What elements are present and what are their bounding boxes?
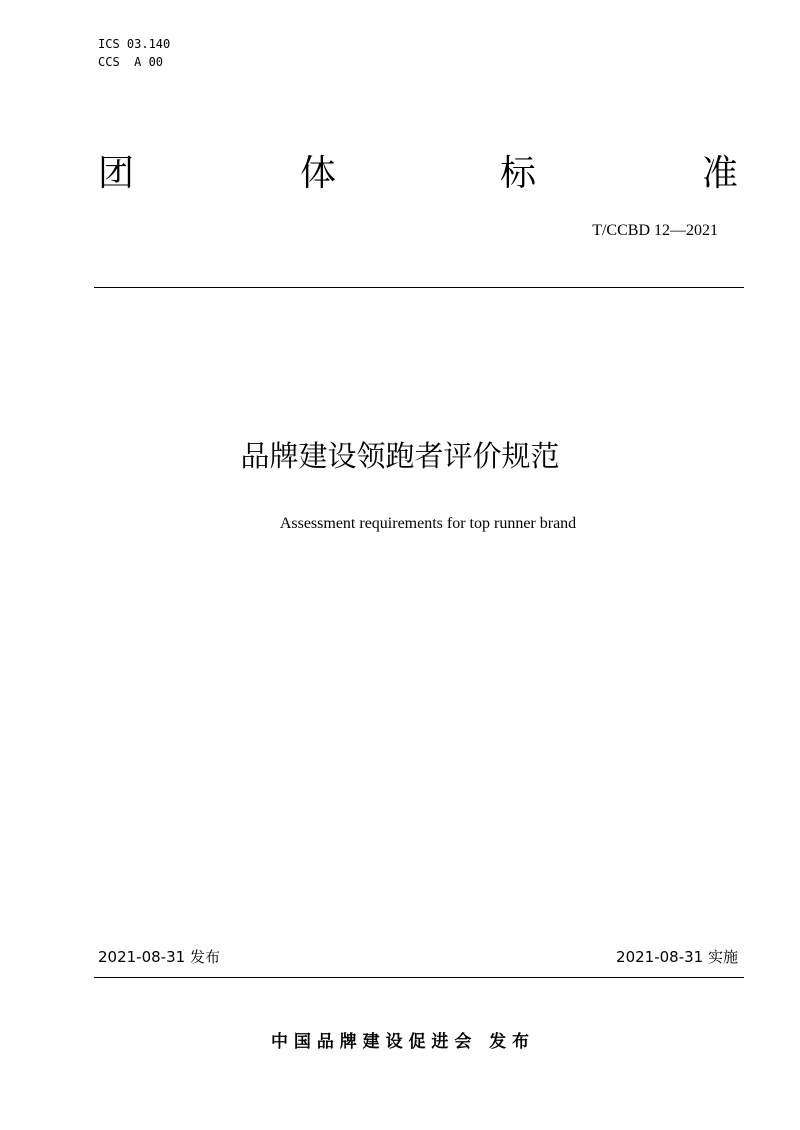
publisher: 中 国 品 牌 建 设 促 进 会 发 布 bbox=[270, 1032, 530, 1052]
top-divider bbox=[94, 287, 744, 288]
implement-date: 2021-08-31 实施 bbox=[616, 948, 738, 966]
ics-code: ICS 03.140 bbox=[98, 37, 171, 51]
publish-date: 2021-08-31 发布 bbox=[98, 948, 220, 966]
title-english: Assessment requirements for top runner brand bbox=[279, 515, 577, 532]
document-type-char-4: 准 bbox=[702, 153, 739, 194]
standard-number: T/CCBD 12—2021 bbox=[592, 222, 718, 239]
document-type-char-1: 团 bbox=[98, 153, 135, 194]
title-chinese: 品牌建设领跑者评价规范 bbox=[240, 439, 560, 473]
bottom-divider bbox=[94, 977, 744, 978]
document-type-char-2: 体 bbox=[300, 153, 337, 194]
document-type-char-3: 标 bbox=[500, 153, 537, 194]
ccs-code: CCS A 00 bbox=[98, 55, 164, 69]
